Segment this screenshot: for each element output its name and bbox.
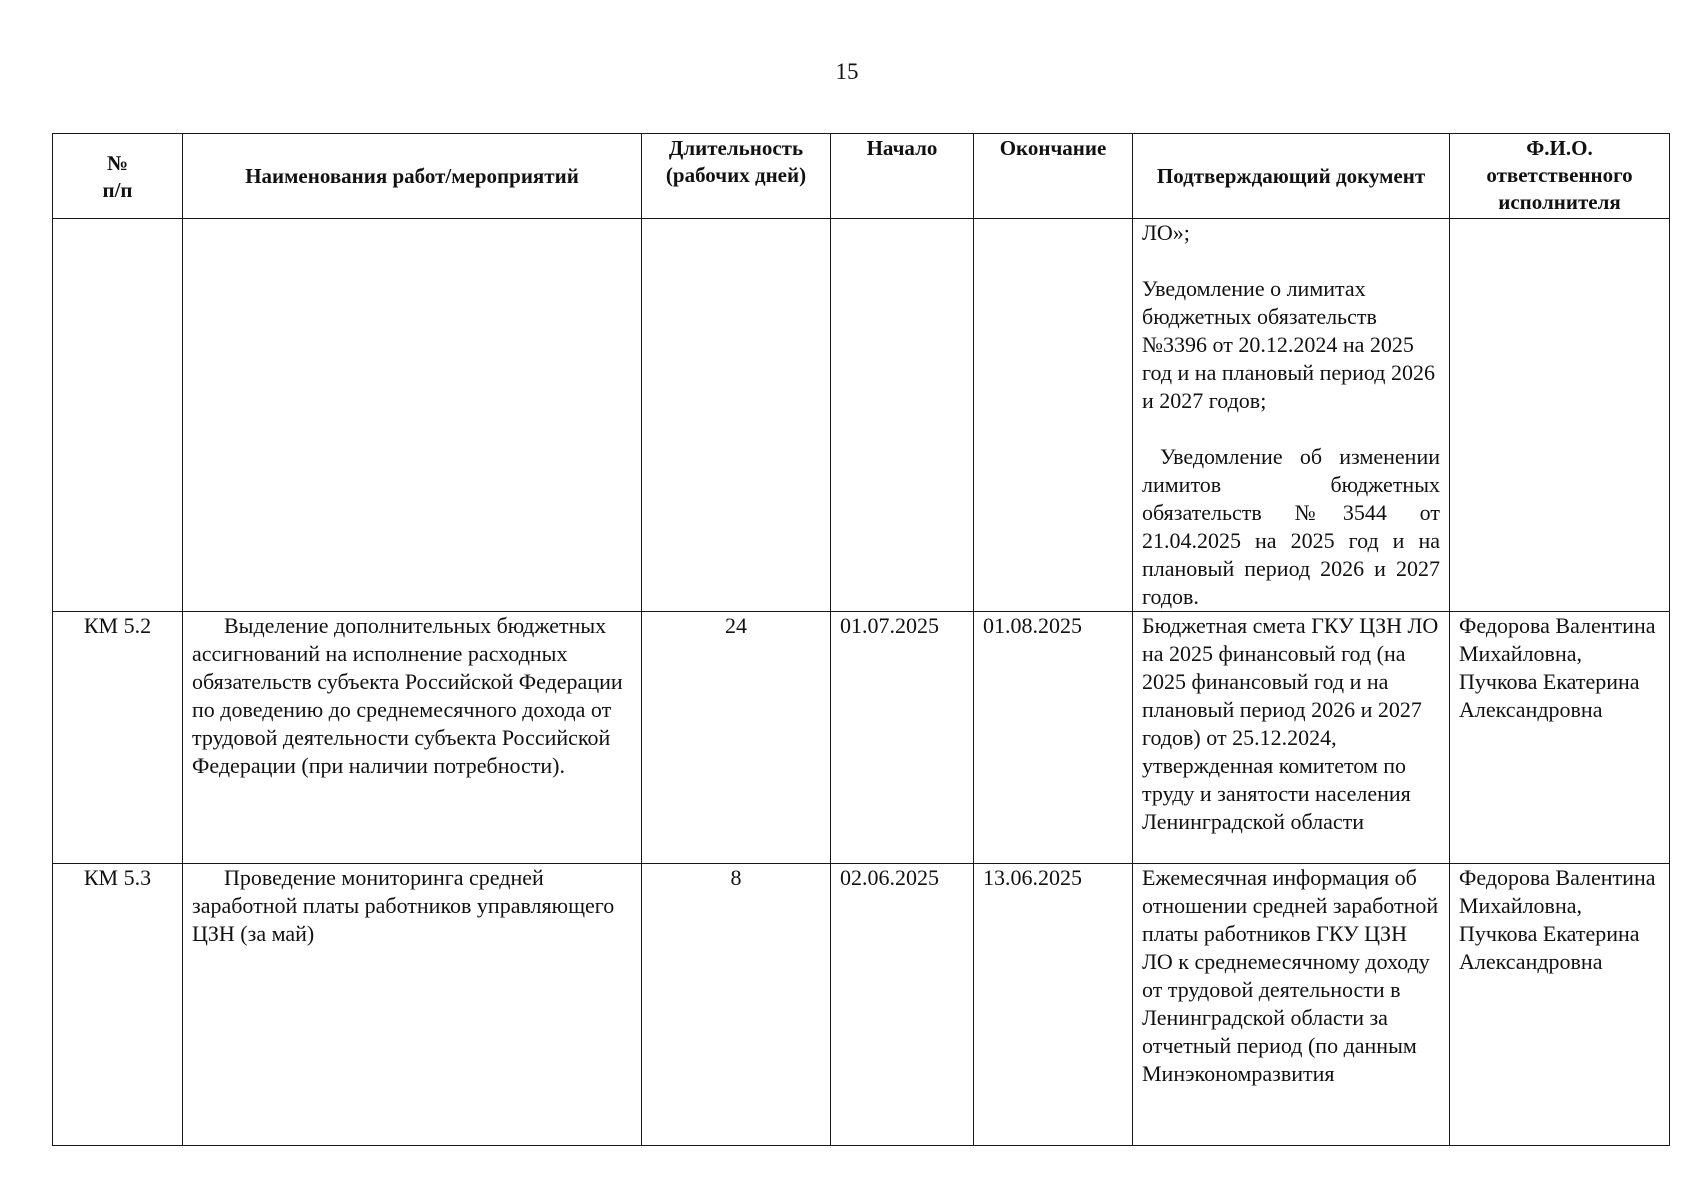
document-text-part1: ЛО»;	[1142, 220, 1190, 245]
header-duration: Длительность (рабочих дней)	[642, 134, 831, 219]
cell-start: 02.06.2025	[831, 864, 974, 1146]
header-responsible: Ф.И.О. ответственного исполнителя	[1450, 134, 1670, 219]
header-name: Наименования работ/мероприятий	[183, 134, 642, 219]
cell-start	[831, 219, 974, 612]
header-row	[53, 134, 1670, 219]
table-header	[53, 134, 1670, 219]
cell-num: КМ 5.3	[53, 864, 183, 1146]
cell-name	[183, 219, 642, 612]
header-end: Окончание	[974, 134, 1133, 219]
document-text-part3: Уведомление об изменении лимитов бюджетных обязательств №3544 от 21.04.2025 на 2025 год и на плановый период 2026 и 2027 годов.	[1142, 444, 1440, 609]
cell-name: Проведение мониторинга средней заработной платы работников управляющего ЦЗН (за май)	[183, 864, 642, 1146]
header-start: Начало	[831, 134, 974, 219]
table-body	[53, 219, 1670, 1146]
cell-responsible: Федорова Валентина Михайловна, Пучкова Екатерина Александровна	[1450, 612, 1670, 864]
cell-responsible: Федорова Валентина Михайловна, Пучкова Екатерина Александровна	[1450, 864, 1670, 1146]
header-document: Подтверждающий документ	[1133, 134, 1450, 219]
cell-end: 13.06.2025	[974, 864, 1133, 1146]
cell-end	[974, 219, 1133, 612]
cell-duration: 24	[642, 612, 831, 864]
cell-responsible	[1450, 219, 1670, 612]
cell-num	[53, 219, 183, 612]
cell-name: Выделение дополнительных бюджетных ассигнований на исполнение расходных обязательств субъекта Российской Федерации по доведению до среднемесячного дохода от трудовой деятельности субъекта Российской Федерации (при наличии потребности).	[183, 612, 642, 864]
header-num: № п/п	[53, 134, 183, 219]
table-row	[53, 612, 1670, 864]
cell-document	[1133, 219, 1450, 612]
cell-document: Бюджетная смета ГКУ ЦЗН ЛО на 2025 финансовый год (на 2025 финансовый год и на плановый период 2026 и 2027 годов) от 25.12.2024, утвержденная комитетом по труду и занятости населения Ленинградской области	[1133, 612, 1450, 864]
table-row	[53, 864, 1670, 1146]
document-text-part2: Уведомление о лимитах бюджетных обязательств №3396 от 20.12.2024 на 2025 год и на плановый период 2026 и 2027 годов;	[1142, 276, 1435, 413]
table-row-continuation	[53, 219, 1670, 612]
cell-duration: 8	[642, 864, 831, 1146]
cell-document: Ежемесячная информация об отношении средней заработной платы работников ГКУ ЦЗН ЛО к среднемесячному доходу от трудовой деятельности в Ленинградской области за отчетный период (по данным Минэкономразвития	[1133, 864, 1450, 1146]
cell-duration	[642, 219, 831, 612]
work-schedule-table	[52, 133, 1670, 1146]
cell-start: 01.07.2025	[831, 612, 974, 864]
page-number: 15	[835, 59, 859, 84]
cell-num: КМ 5.2	[53, 612, 183, 864]
cell-end: 01.08.2025	[974, 612, 1133, 864]
